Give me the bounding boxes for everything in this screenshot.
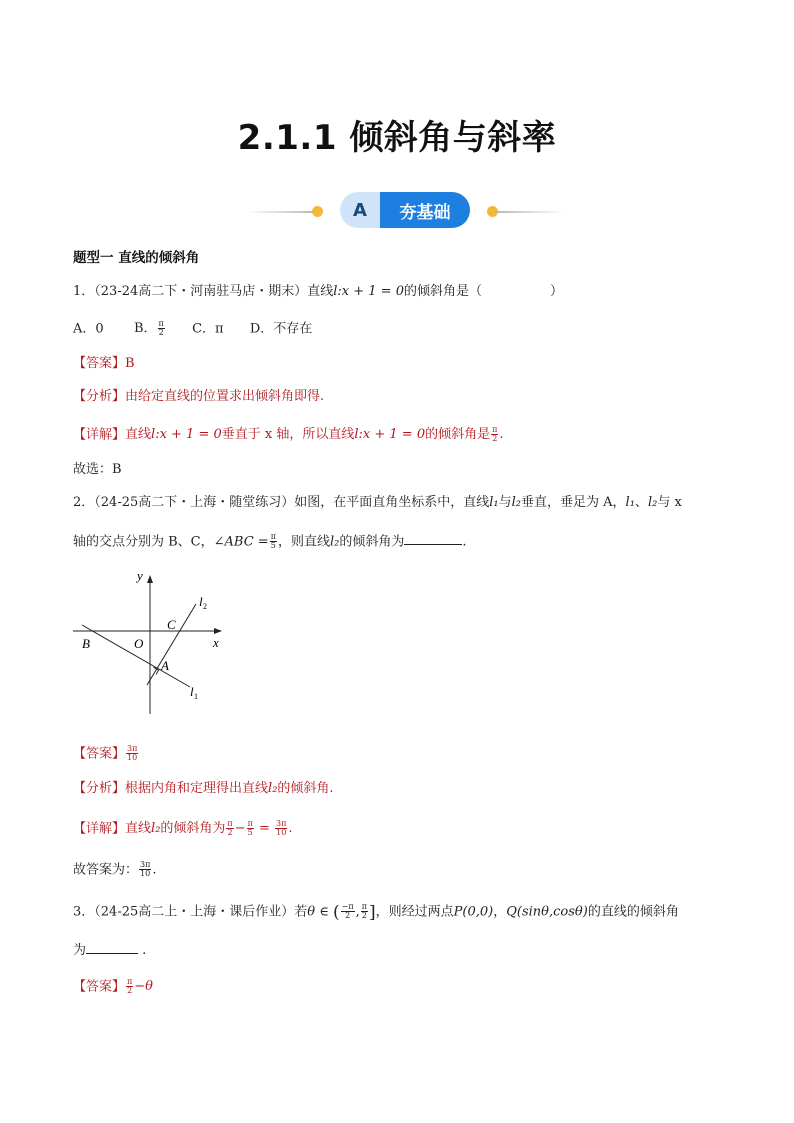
detail-tag: 【详解】	[73, 821, 126, 837]
q2-conclusion: 故答案为： $\frac{3\pi}{10}$ .	[73, 860, 157, 879]
q1-stem-post: 的倾斜角是（	[403, 284, 482, 299]
section-letter: A	[340, 192, 380, 228]
q1-option-a: A．0	[73, 321, 104, 337]
section-banner	[245, 192, 565, 228]
q2-answer	[73, 745, 139, 763]
label-A: A	[161, 658, 169, 673]
q1-option-c: C．π	[192, 321, 224, 337]
section-name: 夯基础	[380, 192, 470, 228]
q3-answer-blank	[86, 952, 138, 954]
q2-answer-value: $\frac{3\pi}{10}$	[127, 744, 138, 763]
q2-analysis: 【分析】根据内角和定理得出直线l₂的倾斜角.	[73, 781, 334, 796]
q1-stem-pre: 1．（23-24高二下・河南驻马店・期末）直线	[73, 284, 334, 299]
q2-stem-line1: 2．（24-25高二下・上海・随堂练习）如图，在平面直角坐标系中，直线l₁与l₂垂直，垂足为 A，l₁、l₂与 x	[73, 495, 682, 510]
banner-dot-left	[312, 206, 323, 217]
answer-tag: 【答案】	[73, 356, 126, 371]
label-B: B	[82, 636, 90, 651]
q2-stem-line2: 轴的交点分别为 B、C，∠ABC = $\frac{\pi}{5}$ ，则直线l₂的倾斜角为 .	[73, 532, 467, 551]
answer-tag: 【答案】	[73, 979, 126, 995]
label-l2: l	[199, 594, 203, 609]
y-axis-arrow	[147, 575, 153, 583]
q1-option-b: B． $\frac{\pi}{2}$	[133, 319, 164, 338]
type-heading: 题型一 直线的倾斜角	[73, 250, 200, 266]
banner-line-right	[495, 211, 565, 213]
label-l1-sub: 1	[194, 692, 198, 701]
label-l2-sub: 2	[203, 602, 207, 611]
geometry-diagram	[70, 568, 240, 718]
label-x: x	[213, 635, 219, 650]
q1-answer	[73, 357, 135, 370]
q3-stem-line1: 3．（24-25高二上・上海・课后作业）若θ ∈ ( $\frac{-\pi}{2}$ , $\frac{\pi}{2}$ ]，则经过两点P(0,0)，Q(sinθ,cosθ)的直线的倾斜角	[73, 902, 679, 923]
q1-analysis-text: 由给定直线的位置求出倾斜角即得.	[125, 389, 325, 404]
q1-analysis	[73, 390, 324, 403]
q2-answer-blank	[404, 543, 462, 545]
q3-answer: 【答案】 $\frac{\pi}{2}$ −θ	[73, 977, 154, 996]
label-l1: l	[190, 684, 194, 699]
line-l1	[82, 625, 190, 687]
label-y: y	[137, 568, 143, 583]
page-title: 2.1.1 倾斜角与斜率	[237, 118, 557, 158]
analysis-tag: 【分析】	[73, 781, 126, 796]
q1-answer-value: B	[125, 356, 135, 371]
q1-paren-close: ）	[550, 284, 564, 299]
q1-conclusion: 故选：B	[73, 462, 122, 477]
q3-stem-line2: 为 .	[73, 943, 147, 958]
analysis-tag: 【分析】	[73, 389, 126, 404]
q1-options	[73, 320, 312, 338]
label-C: C	[167, 617, 176, 632]
label-O: O	[134, 636, 144, 651]
q1-line-eq: l:x + 1 = 0	[333, 284, 404, 299]
detail-tag: 【详解】	[73, 427, 126, 443]
x-axis-arrow	[214, 628, 222, 634]
q1-detail: 【详解】直线l:x + 1 = 0垂直于 x 轴，所以直线l:x + 1 = 0的倾斜角是 $\frac{\pi}{2}$ .	[73, 425, 504, 444]
answer-tag: 【答案】	[73, 746, 126, 762]
q1-stem	[73, 285, 563, 298]
banner-line-left	[245, 211, 315, 213]
q1-option-d: D．不存在	[249, 321, 313, 337]
q2-detail: 【详解】直线l₂的倾斜角为 $\frac{\pi}{2}$ − $\frac{\pi}{5}$ = $\frac{3\pi}{10}$ .	[73, 819, 293, 838]
section-pill	[340, 192, 470, 228]
